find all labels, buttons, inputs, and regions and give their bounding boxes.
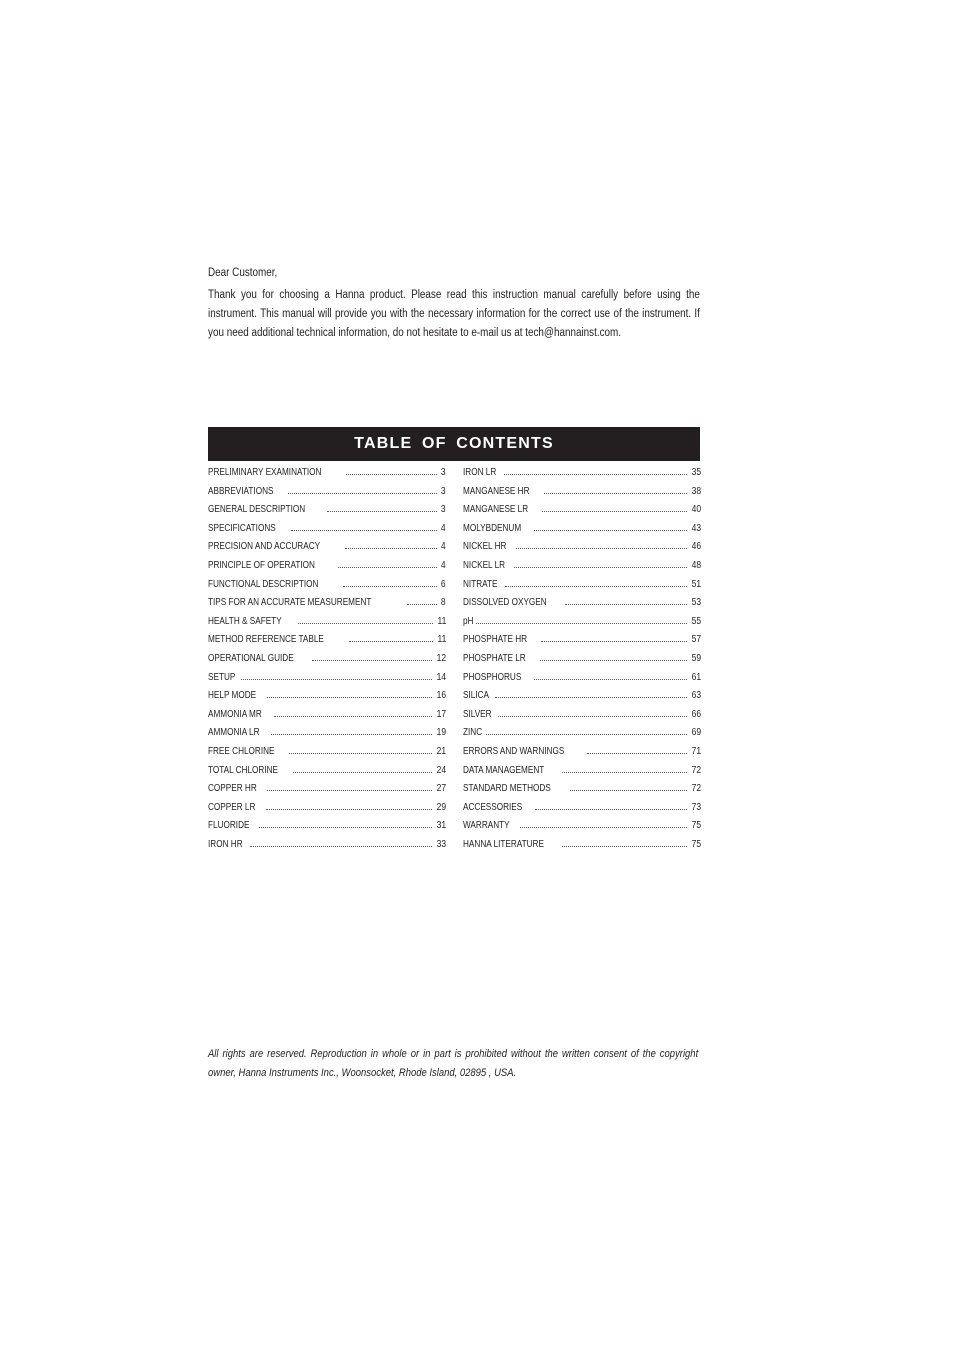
toc-entry-page: 17 <box>436 708 446 720</box>
toc-entry[interactable] <box>208 541 446 560</box>
toc-entry[interactable] <box>463 560 701 579</box>
toc-entry-page: 66 <box>691 708 701 720</box>
toc-entry[interactable] <box>208 690 446 709</box>
toc-entry-page: 46 <box>691 541 701 553</box>
dot-leader <box>514 567 687 568</box>
toc-entry[interactable] <box>208 504 446 523</box>
toc-entry-label: SETUP <box>208 671 236 683</box>
dot-leader <box>343 586 438 587</box>
dot-leader <box>562 846 687 847</box>
toc-entry[interactable] <box>463 709 701 728</box>
dot-leader <box>534 679 687 680</box>
dot-leader <box>271 734 432 735</box>
toc-entry[interactable] <box>208 653 446 672</box>
toc-entry-label: MANGANESE HR <box>463 485 530 497</box>
toc-entry[interactable] <box>463 820 701 839</box>
toc-entry-page: 40 <box>691 504 701 516</box>
toc-entry-page: 51 <box>691 578 701 590</box>
toc-entry-label: SILVER <box>463 708 492 720</box>
toc-entry-label: NITRATE <box>463 578 498 590</box>
toc-entry-label: TIPS FOR AN ACCURATE MEASUREMENT <box>208 597 372 609</box>
toc-entry-label: AMMONIA LR <box>208 727 260 739</box>
toc-entry-page: 59 <box>691 652 701 664</box>
toc-entry-page: 4 <box>441 541 446 553</box>
dot-leader <box>562 772 687 773</box>
toc-entry-page: 38 <box>691 485 701 497</box>
toc-entry-label: FLUORIDE <box>208 820 250 832</box>
toc-entry[interactable] <box>463 783 701 802</box>
toc-entry[interactable] <box>208 709 446 728</box>
toc-entry-label: ERRORS AND WARNINGS <box>463 745 565 757</box>
toc-entry[interactable] <box>463 802 701 821</box>
toc-entry-page: 12 <box>436 652 446 664</box>
toc-entry[interactable] <box>463 579 701 598</box>
toc-entry-page: 72 <box>691 783 701 795</box>
toc-entry[interactable] <box>208 672 446 691</box>
toc-entry[interactable] <box>463 690 701 709</box>
dot-leader <box>288 493 438 494</box>
toc-entry[interactable] <box>463 541 701 560</box>
toc-entry[interactable] <box>208 467 446 486</box>
toc-entry-page: 48 <box>691 559 701 571</box>
toc-entry-label: ABBREVIATIONS <box>208 485 274 497</box>
toc-entry[interactable] <box>463 746 701 765</box>
dot-leader <box>241 679 432 680</box>
dot-leader <box>544 493 687 494</box>
toc-entry-label: COPPER LR <box>208 801 256 813</box>
toc-entry-page: 57 <box>691 634 701 646</box>
toc-entry[interactable] <box>208 616 446 635</box>
toc-entry-label: PRECISION AND ACCURACY <box>208 541 321 553</box>
toc-entry-page: 3 <box>441 467 446 478</box>
toc-entry-label: NICKEL HR <box>463 541 507 553</box>
toc-entry-label: STANDARD METHODS <box>463 783 551 795</box>
toc-entry-label: HELP MODE <box>208 690 257 702</box>
toc-entry[interactable] <box>463 523 701 542</box>
toc-entry-label: ACCESSORIES <box>463 801 523 813</box>
dot-leader <box>291 530 438 531</box>
toc-entry-page: 3 <box>441 504 446 516</box>
toc-entry-page: 55 <box>691 615 701 627</box>
toc-entry[interactable] <box>208 765 446 784</box>
toc-entry-label: FUNCTIONAL DESCRIPTION <box>208 578 319 590</box>
dot-leader <box>542 511 686 512</box>
toc-entry-page: 33 <box>436 838 446 850</box>
dot-leader <box>535 809 687 810</box>
toc-entry-label: WARRANTY <box>463 820 510 832</box>
dot-leader <box>338 567 437 568</box>
toc-entry-label: HANNA LITERATURE <box>463 838 544 850</box>
toc-entry-page: 61 <box>691 671 701 683</box>
toc-entry-page: 3 <box>441 485 446 497</box>
toc-entry-page: 6 <box>441 578 446 590</box>
toc-entry-page: 63 <box>691 690 701 702</box>
toc-entry-label: PHOSPHATE LR <box>463 652 526 664</box>
dot-leader <box>505 586 687 587</box>
toc-entry-page: 72 <box>691 764 701 776</box>
toc-entry-page: 11 <box>437 634 446 646</box>
toc-entry-label: NICKEL LR <box>463 559 506 571</box>
toc-entry-label: PHOSPHATE HR <box>463 634 528 646</box>
greeting: Dear Customer, <box>208 267 278 279</box>
toc-entry[interactable] <box>208 523 446 542</box>
toc-entry-page: 8 <box>441 597 446 609</box>
dot-leader <box>587 753 687 754</box>
toc-entry[interactable] <box>208 727 446 746</box>
toc-entry-page: 16 <box>436 690 446 702</box>
toc-entry-page: 14 <box>436 671 446 683</box>
toc-entry[interactable] <box>208 579 446 598</box>
toc-entry[interactable] <box>463 672 701 691</box>
toc-entry-label: METHOD REFERENCE TABLE <box>208 634 324 646</box>
toc-entry[interactable] <box>463 634 701 653</box>
toc-entry-label: MANGANESE LR <box>463 504 529 516</box>
toc-entry-page: 19 <box>436 727 446 739</box>
dot-leader <box>345 548 438 549</box>
toc-entry-label: MOLYBDENUM <box>463 522 522 534</box>
toc-entry-page: 31 <box>436 820 446 832</box>
toc-entry[interactable] <box>208 802 446 821</box>
dot-leader <box>266 809 432 810</box>
toc-entry-label: DATA MANAGEMENT <box>463 764 545 776</box>
toc-header <box>208 427 700 461</box>
toc-entry-page: 11 <box>437 615 446 627</box>
toc-entry-page: 27 <box>436 783 446 795</box>
copyright-notice: All rights are reserved. Reproduction in whole or in part is prohibited without the written consent of the copyright owner, Hanna Instruments Inc., Woonsocket, Rhode Island, 02895 , USA. <box>208 1048 699 1079</box>
toc-entry[interactable] <box>208 560 446 579</box>
dot-leader <box>520 827 687 828</box>
toc-entry-label: IRON LR <box>463 467 497 478</box>
toc-entry[interactable] <box>208 839 446 858</box>
toc-entry[interactable] <box>463 839 701 858</box>
dot-leader <box>259 827 432 828</box>
toc-entry[interactable] <box>208 597 446 616</box>
toc-entry-label: GENERAL DESCRIPTION <box>208 504 306 516</box>
dot-leader <box>540 660 687 661</box>
dot-leader <box>476 623 687 624</box>
dot-leader <box>312 660 431 661</box>
dot-leader <box>541 641 687 642</box>
dot-leader <box>407 604 437 605</box>
intro-paragraph: Thank you for choosing a Hanna product. Please read this instruction manual carefully before using the instrument. This manual will provide you with the necessary information for the correct use of the instrument. If you need additional technical information, do not hesitate to e-mail us at tech@hannainst.com. <box>208 289 700 339</box>
toc-entry[interactable] <box>463 597 701 616</box>
toc-entry[interactable] <box>463 616 701 635</box>
toc-entry[interactable] <box>463 504 701 523</box>
toc-entry-label: FREE CHLORINE <box>208 745 275 757</box>
toc-entry-label: HEALTH & SAFETY <box>208 615 282 627</box>
toc-entry[interactable] <box>463 727 701 746</box>
dot-leader <box>346 474 437 475</box>
toc-entry[interactable] <box>463 653 701 672</box>
dot-leader <box>504 474 687 475</box>
toc-entry-page: 29 <box>436 801 446 813</box>
toc-entry[interactable] <box>208 746 446 765</box>
dot-leader <box>516 548 687 549</box>
toc-entry-label: PRELIMINARY EXAMINATION <box>208 467 322 478</box>
toc-entry[interactable] <box>208 486 446 505</box>
dot-leader <box>327 511 438 512</box>
toc-entry-page: 71 <box>691 745 701 757</box>
toc-title: TABLE OF CONTENTS <box>354 435 554 452</box>
dot-leader <box>495 697 687 698</box>
toc-entry-label: OPERATIONAL GUIDE <box>208 652 294 664</box>
toc-entry-page: 35 <box>691 467 701 478</box>
toc-entry-page: 21 <box>436 745 446 757</box>
toc-entry-label: PRINCIPLE OF OPERATION <box>208 559 315 571</box>
toc-entry-label: COPPER HR <box>208 783 257 795</box>
toc-column-left <box>208 467 446 857</box>
toc-column-right <box>463 467 701 857</box>
toc-entry[interactable] <box>463 765 701 784</box>
dot-leader <box>289 753 432 754</box>
dot-leader <box>250 846 432 847</box>
dot-leader <box>498 716 687 717</box>
toc-entry-label: ZINC <box>463 727 483 739</box>
toc-entry-page: 53 <box>691 597 701 609</box>
toc-entry-page: 24 <box>436 764 446 776</box>
dot-leader <box>565 604 687 605</box>
toc-entry-page: 69 <box>691 727 701 739</box>
toc-entry-page: 75 <box>691 820 701 832</box>
dot-leader <box>293 772 431 773</box>
dot-leader <box>267 697 432 698</box>
toc-entry-label: SILICA <box>463 690 489 702</box>
dot-leader <box>570 790 687 791</box>
toc-entry[interactable] <box>208 783 446 802</box>
toc-entry[interactable] <box>208 820 446 839</box>
toc-entry[interactable] <box>463 486 701 505</box>
toc-entry-label: pH <box>463 615 474 627</box>
dot-leader <box>274 716 432 717</box>
toc-entry-label: IRON HR <box>208 838 243 850</box>
dot-leader <box>486 734 687 735</box>
dot-leader <box>349 641 432 642</box>
dot-leader <box>267 790 431 791</box>
toc-entry[interactable] <box>208 634 446 653</box>
dot-leader <box>534 530 687 531</box>
toc-entry-label: PHOSPHORUS <box>463 671 522 683</box>
toc-entry-label: DISSOLVED OXYGEN <box>463 597 547 609</box>
toc-entry-page: 73 <box>691 801 701 813</box>
dot-leader <box>298 623 433 624</box>
toc-entry-label: TOTAL CHLORINE <box>208 764 279 776</box>
toc-entry-label: AMMONIA MR <box>208 708 262 720</box>
toc-entry-page: 43 <box>691 522 701 534</box>
toc-entry[interactable] <box>463 467 701 486</box>
toc-entry-label: SPECIFICATIONS <box>208 522 276 534</box>
toc-entry-page: 75 <box>691 838 701 850</box>
toc-entry-page: 4 <box>441 559 446 571</box>
intro-section <box>208 264 700 343</box>
toc-entry-page: 4 <box>441 522 446 534</box>
